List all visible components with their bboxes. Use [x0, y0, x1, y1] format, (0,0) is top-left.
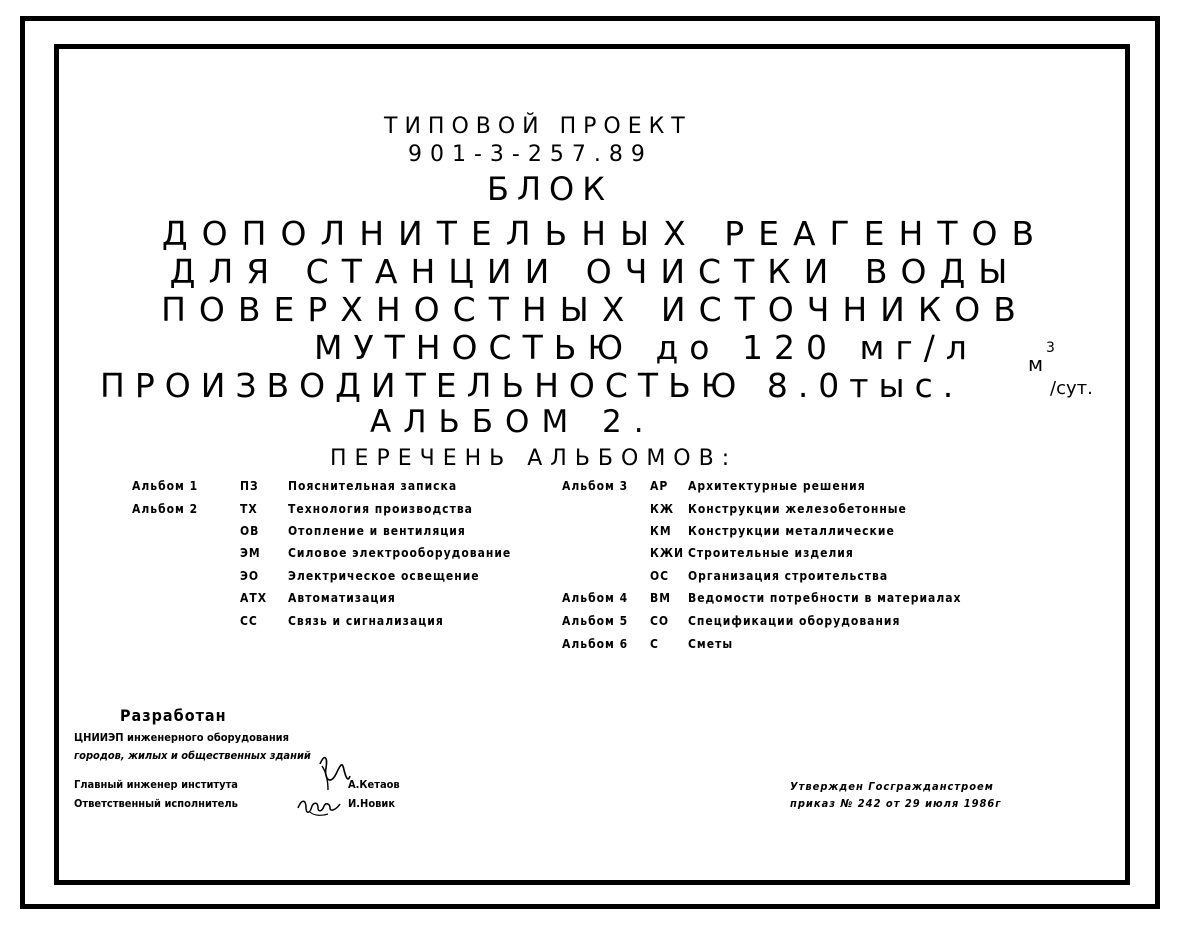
title-line-2: ДЛЯ СТАНЦИИ ОЧИСТКИ ВОДЫ: [169, 252, 1021, 291]
list-item-desc: Конструкции железобетонные: [688, 502, 907, 516]
list-item-code: ЭМ: [240, 546, 261, 560]
list-item-code: СС: [240, 614, 258, 628]
list-item-album: Альбом 4: [562, 591, 629, 605]
list-item-desc: Связь и сигнализация: [288, 614, 444, 628]
list-item-code: КМ: [650, 524, 672, 538]
album-title: АЛЬБОМ 2.: [370, 404, 656, 440]
list-item-code: ОВ: [240, 524, 260, 538]
list-item-desc: Ведомости потребности в материалах: [688, 591, 962, 605]
list-item-code: С: [650, 637, 659, 651]
signature-2: [296, 794, 342, 818]
list-item-code: КЖ: [650, 502, 675, 516]
list-item-code: ОС: [650, 569, 670, 583]
list-item-album: Альбом 6: [562, 637, 629, 651]
list-item-code: ВМ: [650, 591, 671, 605]
developer-org-line-1: ЦНИИЭП инженерного оборудования: [74, 731, 289, 744]
developer-org-line-2: городов, жилых и общественных зданий: [74, 749, 311, 762]
list-item-desc: Организация строительства: [688, 569, 889, 583]
developer-name-1: А.Кетаов: [348, 778, 400, 791]
list-item-desc: Сметы: [688, 637, 734, 651]
list-item-album: Альбом 5: [562, 614, 629, 628]
list-item-code: КЖИ: [650, 546, 685, 560]
list-item-desc: Конструкции металлические: [688, 524, 895, 538]
list-item-desc: Технология производства: [288, 502, 473, 516]
list-item-desc: Автоматизация: [288, 591, 396, 605]
list-item-code: ПЗ: [240, 479, 259, 493]
list-item-code: АТХ: [240, 591, 268, 605]
unit-m: м: [1028, 352, 1044, 376]
list-item-desc: Спецификации оборудования: [688, 614, 901, 628]
list-item-album: Альбом 1: [132, 479, 199, 493]
list-item-desc: Строительные изделия: [688, 546, 854, 560]
list-item-desc: Отопление и вентиляция: [288, 524, 466, 538]
list-item-desc: Силовое электрооборудование: [288, 546, 512, 560]
list-item-album: Альбом 2: [132, 502, 199, 516]
list-item-code: ЭО: [240, 569, 260, 583]
unit-per-day: /сут.: [1050, 378, 1093, 399]
list-item-desc: Электрическое освещение: [288, 569, 480, 583]
project-number: 901-3-257.89: [408, 142, 653, 167]
unit-exponent: 3: [1046, 340, 1055, 356]
project-type: ТИПОВОЙ ПРОЕКТ: [384, 114, 692, 139]
list-item-code: ТХ: [240, 502, 258, 516]
developer-heading: Разработан: [120, 706, 227, 725]
list-heading: ПЕРЕЧЕНЬ АЛЬБОМОВ:: [330, 446, 738, 471]
developer-role-2: Ответственный исполнитель: [74, 797, 238, 810]
approval-line-2: приказ № 242 от 29 июля 1986г: [790, 797, 1002, 810]
list-item-desc: Пояснительная записка: [288, 479, 458, 493]
list-item-desc: Архитектурные решения: [688, 479, 866, 493]
list-item-album: Альбом 3: [562, 479, 629, 493]
title-line-3: ПОВЕРХНОСТНЫХ ИСТОЧНИКОВ: [161, 290, 1029, 329]
developer-name-2: И.Новик: [348, 797, 396, 810]
developer-role-1: Главный инженер института: [74, 778, 238, 791]
title-line-5: ПРОИЗВОДИТЕЛЬНОСТЬЮ 8.0тыс.: [100, 366, 964, 405]
list-item-code: АР: [650, 479, 669, 493]
block-title: БЛОК: [487, 170, 613, 208]
signature-1: [316, 752, 352, 794]
title-line-4: МУТНОСТЬЮ до 120 мг/л: [314, 328, 978, 367]
approval-line-1: Утвержден Госгражданстроем: [790, 780, 994, 793]
title-line-1: ДОПОЛНИТЕЛЬНЫХ РЕАГЕНТОВ: [161, 214, 1049, 253]
list-item-code: СО: [650, 614, 670, 628]
